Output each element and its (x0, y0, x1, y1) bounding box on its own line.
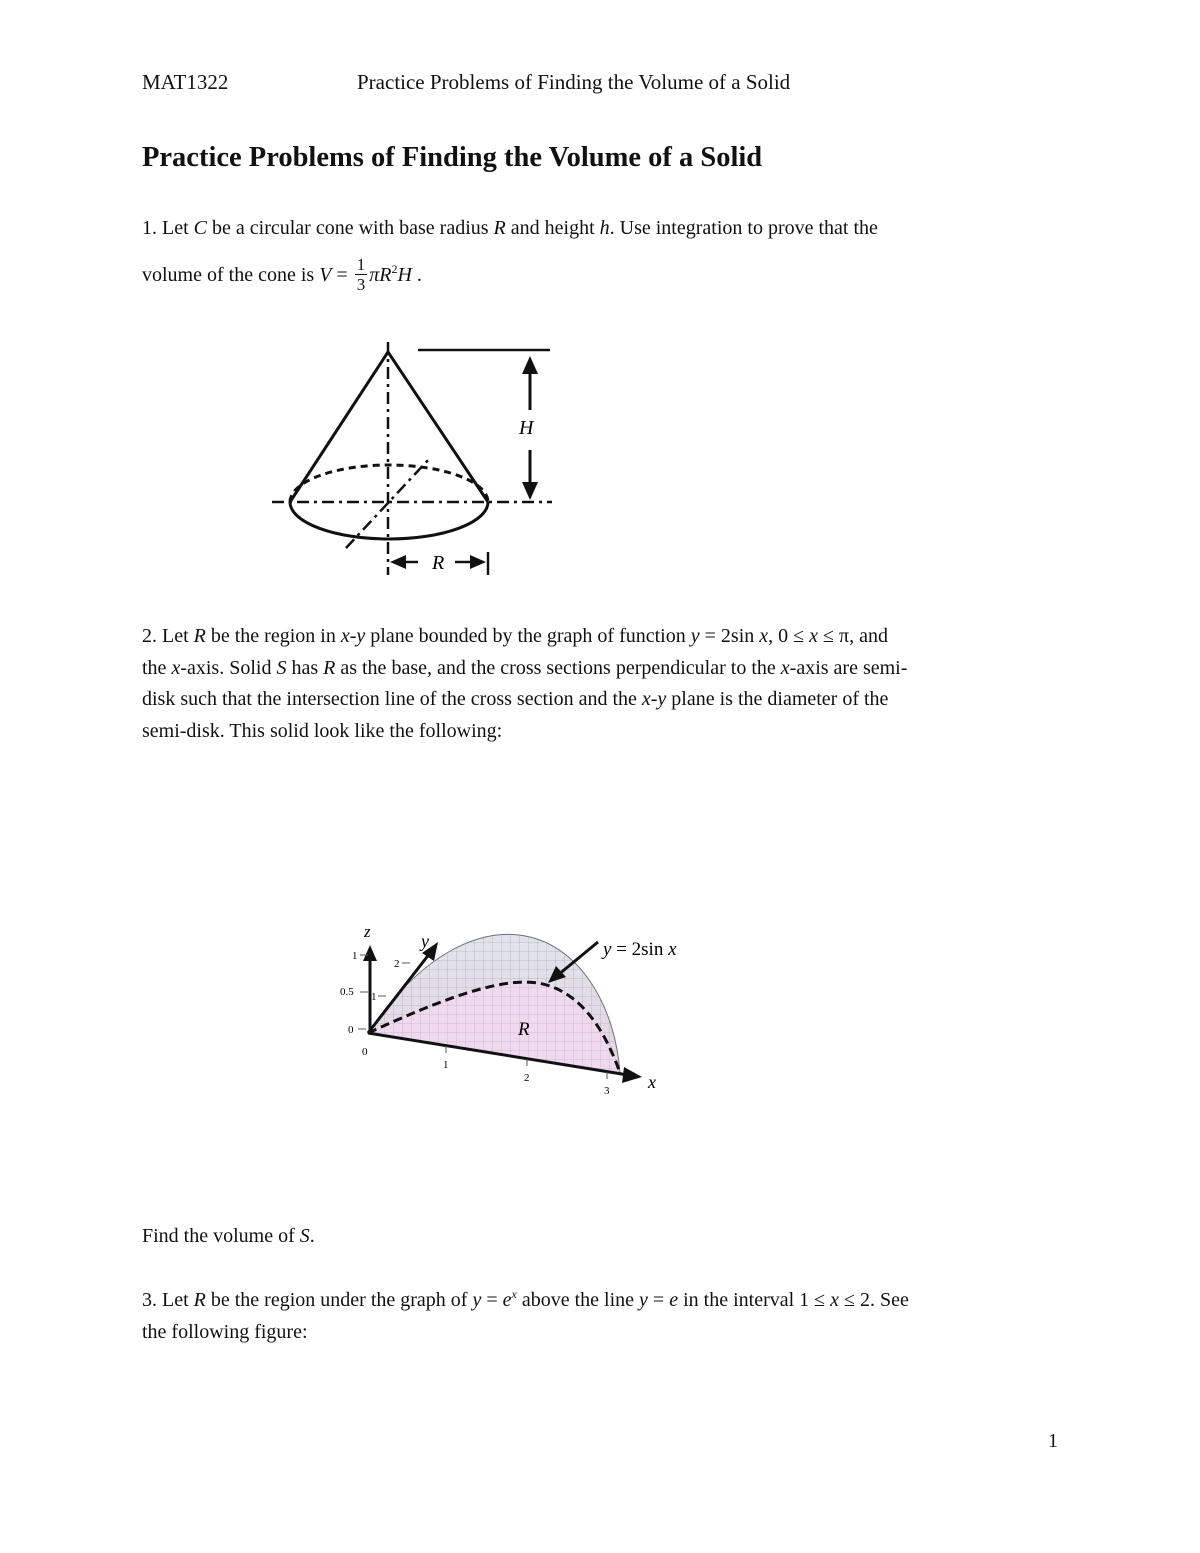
problem-3-line-2: the following figure: (142, 1320, 308, 1343)
x-tick-1: 1 (443, 1059, 449, 1071)
z-tick-0.5: 0.5 (340, 986, 354, 998)
cone-figure (260, 330, 570, 585)
problem-1-formula-line: volume of the cone is V = $\frac{1}{3}$ $\pi R^2H$ . (142, 254, 422, 294)
problem-3 (142, 1285, 1082, 1348)
region-label-r: R (518, 1019, 530, 1040)
page-number: 1 (1048, 1430, 1058, 1452)
z-tick-1: 1 (352, 950, 358, 962)
axis-label-z: z (364, 922, 371, 941)
problem-2-line-2: the x-axis. Solid S has R as the base, and the cross sections perpendicular to the x-axis are semi- (142, 656, 908, 679)
header-title: Practice Problems of Finding the Volume of a Solid (357, 70, 791, 94)
problem-2-line-4: semi-disk. This solid look like the following: (142, 719, 503, 742)
x-tick-2: 2 (524, 1072, 530, 1084)
problem-2-line-3: disk such that the intersection line of the cross section and the x-y plane is the diameter of the (142, 688, 889, 710)
problem-1: 1. Let C be a circular cone with base radius R and height h. Use integration to prove that the (142, 217, 878, 239)
curve-label: y = 2sin x (603, 939, 677, 960)
problem-2 (142, 621, 1082, 747)
axis-label-y: y (421, 931, 429, 951)
axis-label-x: x (648, 1072, 656, 1092)
y-tick-2: 2 (394, 958, 400, 970)
page-title: Practice Problems of Finding the Volume of a Solid (142, 142, 763, 173)
fraction-one-third: $\frac{1}{3}$ (356, 254, 366, 294)
x-tick-0: 0 (362, 1046, 368, 1058)
header-course: MAT1322 (142, 70, 229, 94)
z-tick-0: 0 (348, 1024, 354, 1036)
solid-figure (330, 915, 710, 1105)
y-tick-1: 1 (371, 991, 377, 1003)
cone-label-h: H (519, 417, 534, 439)
find-volume-line: Find the volume of S. (142, 1225, 315, 1247)
problem-3-line-1: 3. Let R be the region under the graph of $y = e^x$ above the line y = e in the interval 1 ≤ x ≤ 2. See (142, 1287, 909, 1311)
cone-label-r: R (432, 552, 445, 574)
x-tick-3: 3 (604, 1085, 610, 1097)
problem-2-line-1: 2. Let R be the region in x-y plane bounded by the graph of function y = 2sin x, 0 ≤ x ≤ π, and (142, 625, 888, 647)
